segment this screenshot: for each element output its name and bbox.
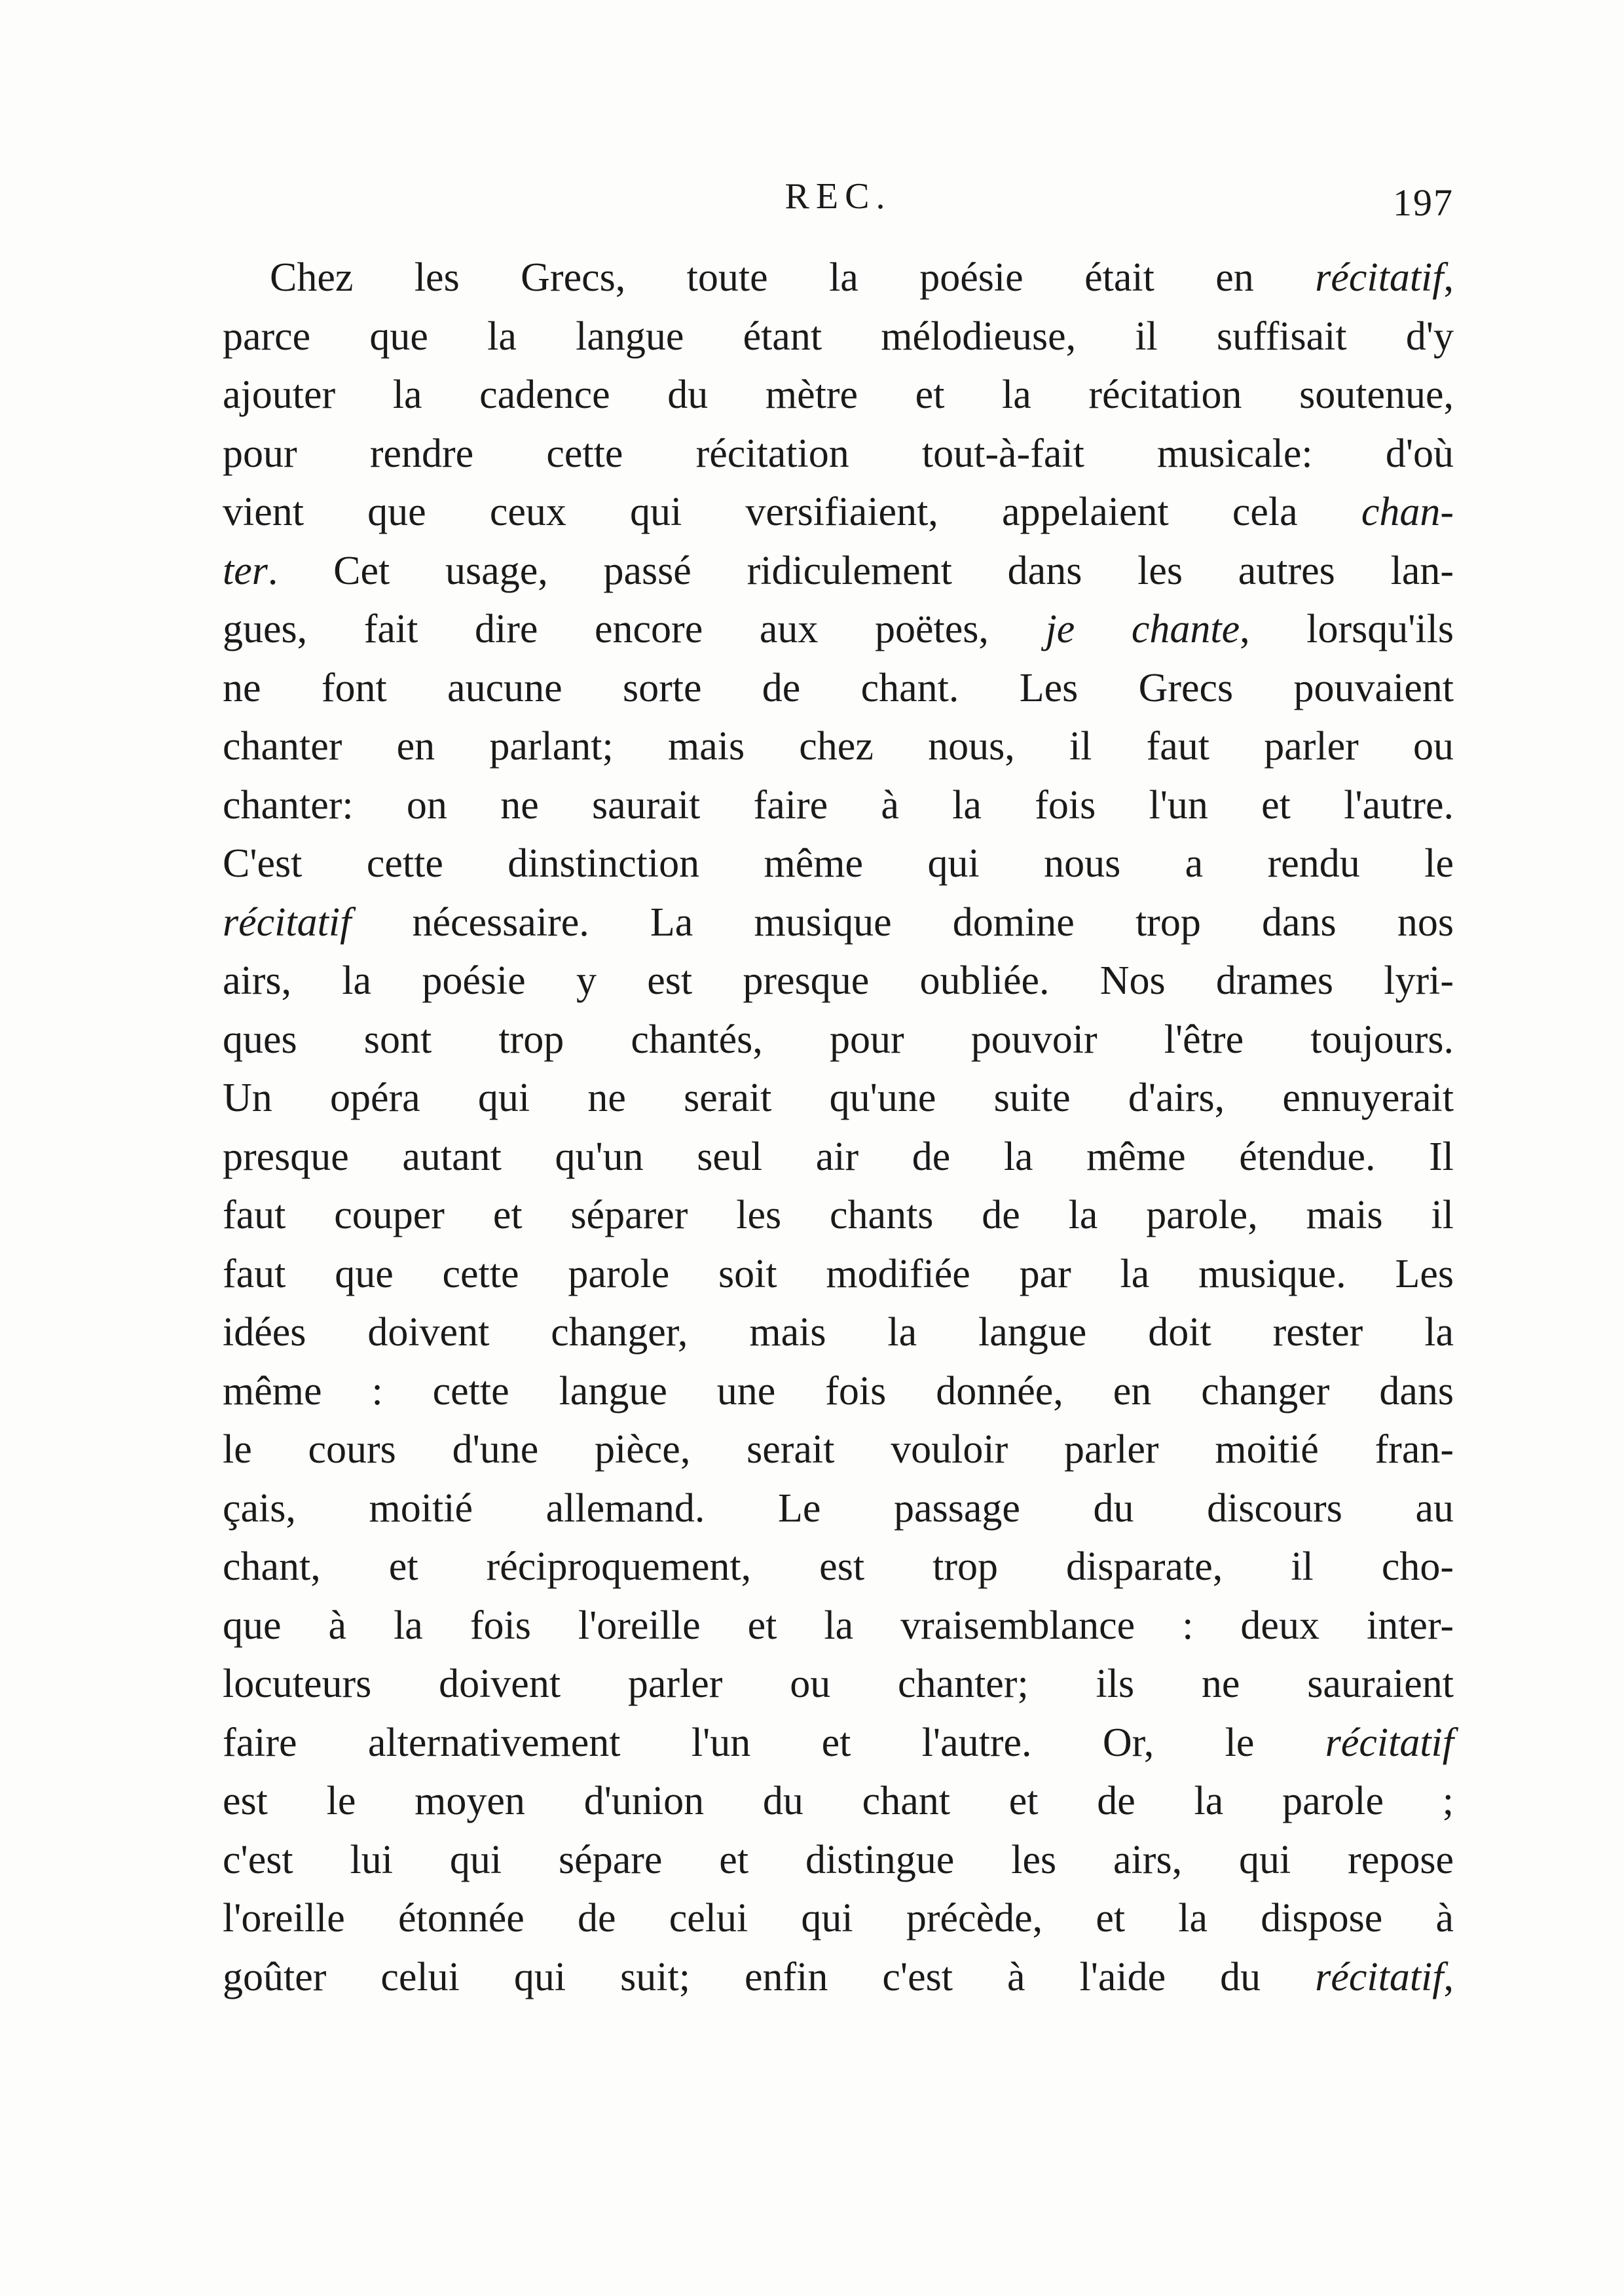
italic-term: récitatif — [1315, 1954, 1444, 1999]
text-line — [223, 1011, 1454, 1070]
text-line — [223, 1362, 1454, 1421]
text-line — [223, 1245, 1454, 1304]
text-segment: ne font aucune sorte de chant. Les Grecs pouvaient — [223, 665, 1454, 710]
body-text — [223, 249, 1454, 2082]
text-segment: c'est lui qui sépare et distingue les airs, qui repose — [223, 1837, 1454, 1882]
running-head — [223, 175, 1454, 234]
text-line — [223, 718, 1454, 776]
text-line — [223, 1069, 1454, 1128]
text-segment: faire alternativement l'un et l'autre. Or, le — [223, 1720, 1325, 1765]
text-segment: chanter: on ne saurait faire à la fois l'un et l'autre. — [223, 782, 1454, 828]
page-number: 197 — [1393, 181, 1454, 224]
text-segment: locuteurs doivent parler ou chanter; ils ne sauraient — [223, 1662, 1454, 1706]
text-line — [223, 542, 1454, 601]
text-line — [223, 1714, 1454, 1773]
text-segment: chant, et réciproquement, est trop disparate, il cho- — [223, 1544, 1454, 1589]
text-segment: goûter celui qui suit; enfin c'est à l'aide du — [223, 1954, 1316, 1999]
italic-term: ter — [223, 548, 268, 593]
text-segment: ques sont trop chantés, pour pouvoir l'être toujours. — [223, 1017, 1454, 1062]
text-segment: ajouter la cadence du mètre et la récitation soutenue, — [223, 373, 1454, 417]
text-line — [223, 835, 1454, 894]
text-line — [223, 894, 1454, 953]
text-line — [223, 1303, 1454, 1362]
text-segment: , — [1443, 255, 1454, 300]
italic-term: récitatif — [1315, 255, 1444, 300]
text-line — [223, 1538, 1454, 1597]
text-segment: vient que ceux qui versifiaient, appelaient cela — [223, 490, 1361, 534]
text-segment: parce que la langue étant mélodieuse, il suffisait d'y — [223, 314, 1454, 359]
text-line — [223, 249, 1454, 308]
text-segment: C'est cette dinstinction même qui nous a rendu le — [223, 841, 1454, 886]
text-line — [223, 366, 1454, 425]
text-segment: airs, la poésie y est presque oubliée. Nos drames lyri- — [223, 958, 1454, 1003]
text-segment: . Cet usage, passé ridiculement dans les autres lan- — [267, 548, 1454, 593]
text-line — [223, 1421, 1454, 1480]
text-line — [223, 1128, 1454, 1187]
text-line — [223, 1831, 1454, 1890]
running-title: REC. — [784, 176, 892, 217]
text-segment: l'oreille étonnée de celui qui précède, et la dispose à — [223, 1896, 1454, 1941]
text-line — [223, 308, 1454, 367]
text-segment: est le moyen d'union du chant et de la parole ; — [223, 1779, 1454, 1823]
text-segment: faut que cette parole soit modifiée par la musique. Les — [223, 1251, 1454, 1296]
text-line — [223, 1186, 1454, 1245]
text-line — [223, 1948, 1454, 2007]
text-line — [223, 600, 1454, 659]
text-segment: presque autant qu'un seul air de la même étendue. Il — [223, 1134, 1454, 1179]
text-segment: même : cette langue une fois donnée, en changer dans — [223, 1368, 1454, 1413]
text-segment: çais, moitié allemand. Le passage du discours au — [223, 1485, 1454, 1531]
italic-term: récitatif — [1325, 1720, 1454, 1765]
text-line — [223, 1655, 1454, 1714]
text-line — [223, 659, 1454, 718]
text-segment: faut couper et séparer les chants de la parole, mais il — [223, 1193, 1454, 1237]
text-line — [223, 1772, 1454, 1831]
text-segment: , lorsqu'ils — [1240, 607, 1454, 651]
text-segment: le cours d'une pièce, serait vouloir parler moitié fran- — [223, 1427, 1454, 1472]
text-line — [223, 776, 1454, 835]
text-line — [223, 1597, 1454, 1656]
italic-term: je chante — [1045, 607, 1240, 651]
text-segment: idées doivent changer, mais la langue doit rester la — [223, 1310, 1454, 1355]
italic-term: chan- — [1361, 490, 1454, 534]
text-line — [223, 1480, 1454, 1539]
text-line — [223, 425, 1454, 484]
text-segment: gues, fait dire encore aux poëtes, — [223, 607, 1046, 651]
text-segment: nécessaire. La musique domine trop dans nos — [351, 900, 1454, 945]
text-segment: , — [1443, 1954, 1454, 1999]
text-segment: Chez les Grecs, toute la poésie était en — [270, 255, 1316, 300]
text-line — [223, 1889, 1454, 1948]
text-line — [223, 483, 1454, 542]
text-segment: chanter en parlant; mais chez nous, il faut parler ou — [223, 724, 1454, 769]
text-line — [223, 952, 1454, 1011]
italic-term: récitatif — [223, 900, 352, 945]
text-segment: que à la fois l'oreille et la vraisemblance : deux inter- — [223, 1603, 1454, 1648]
text-segment: Un opéra qui ne serait qu'une suite d'airs, ennuyerait — [223, 1076, 1454, 1120]
text-segment: pour rendre cette récitation tout-à-fait musicale: d'où — [223, 431, 1454, 476]
